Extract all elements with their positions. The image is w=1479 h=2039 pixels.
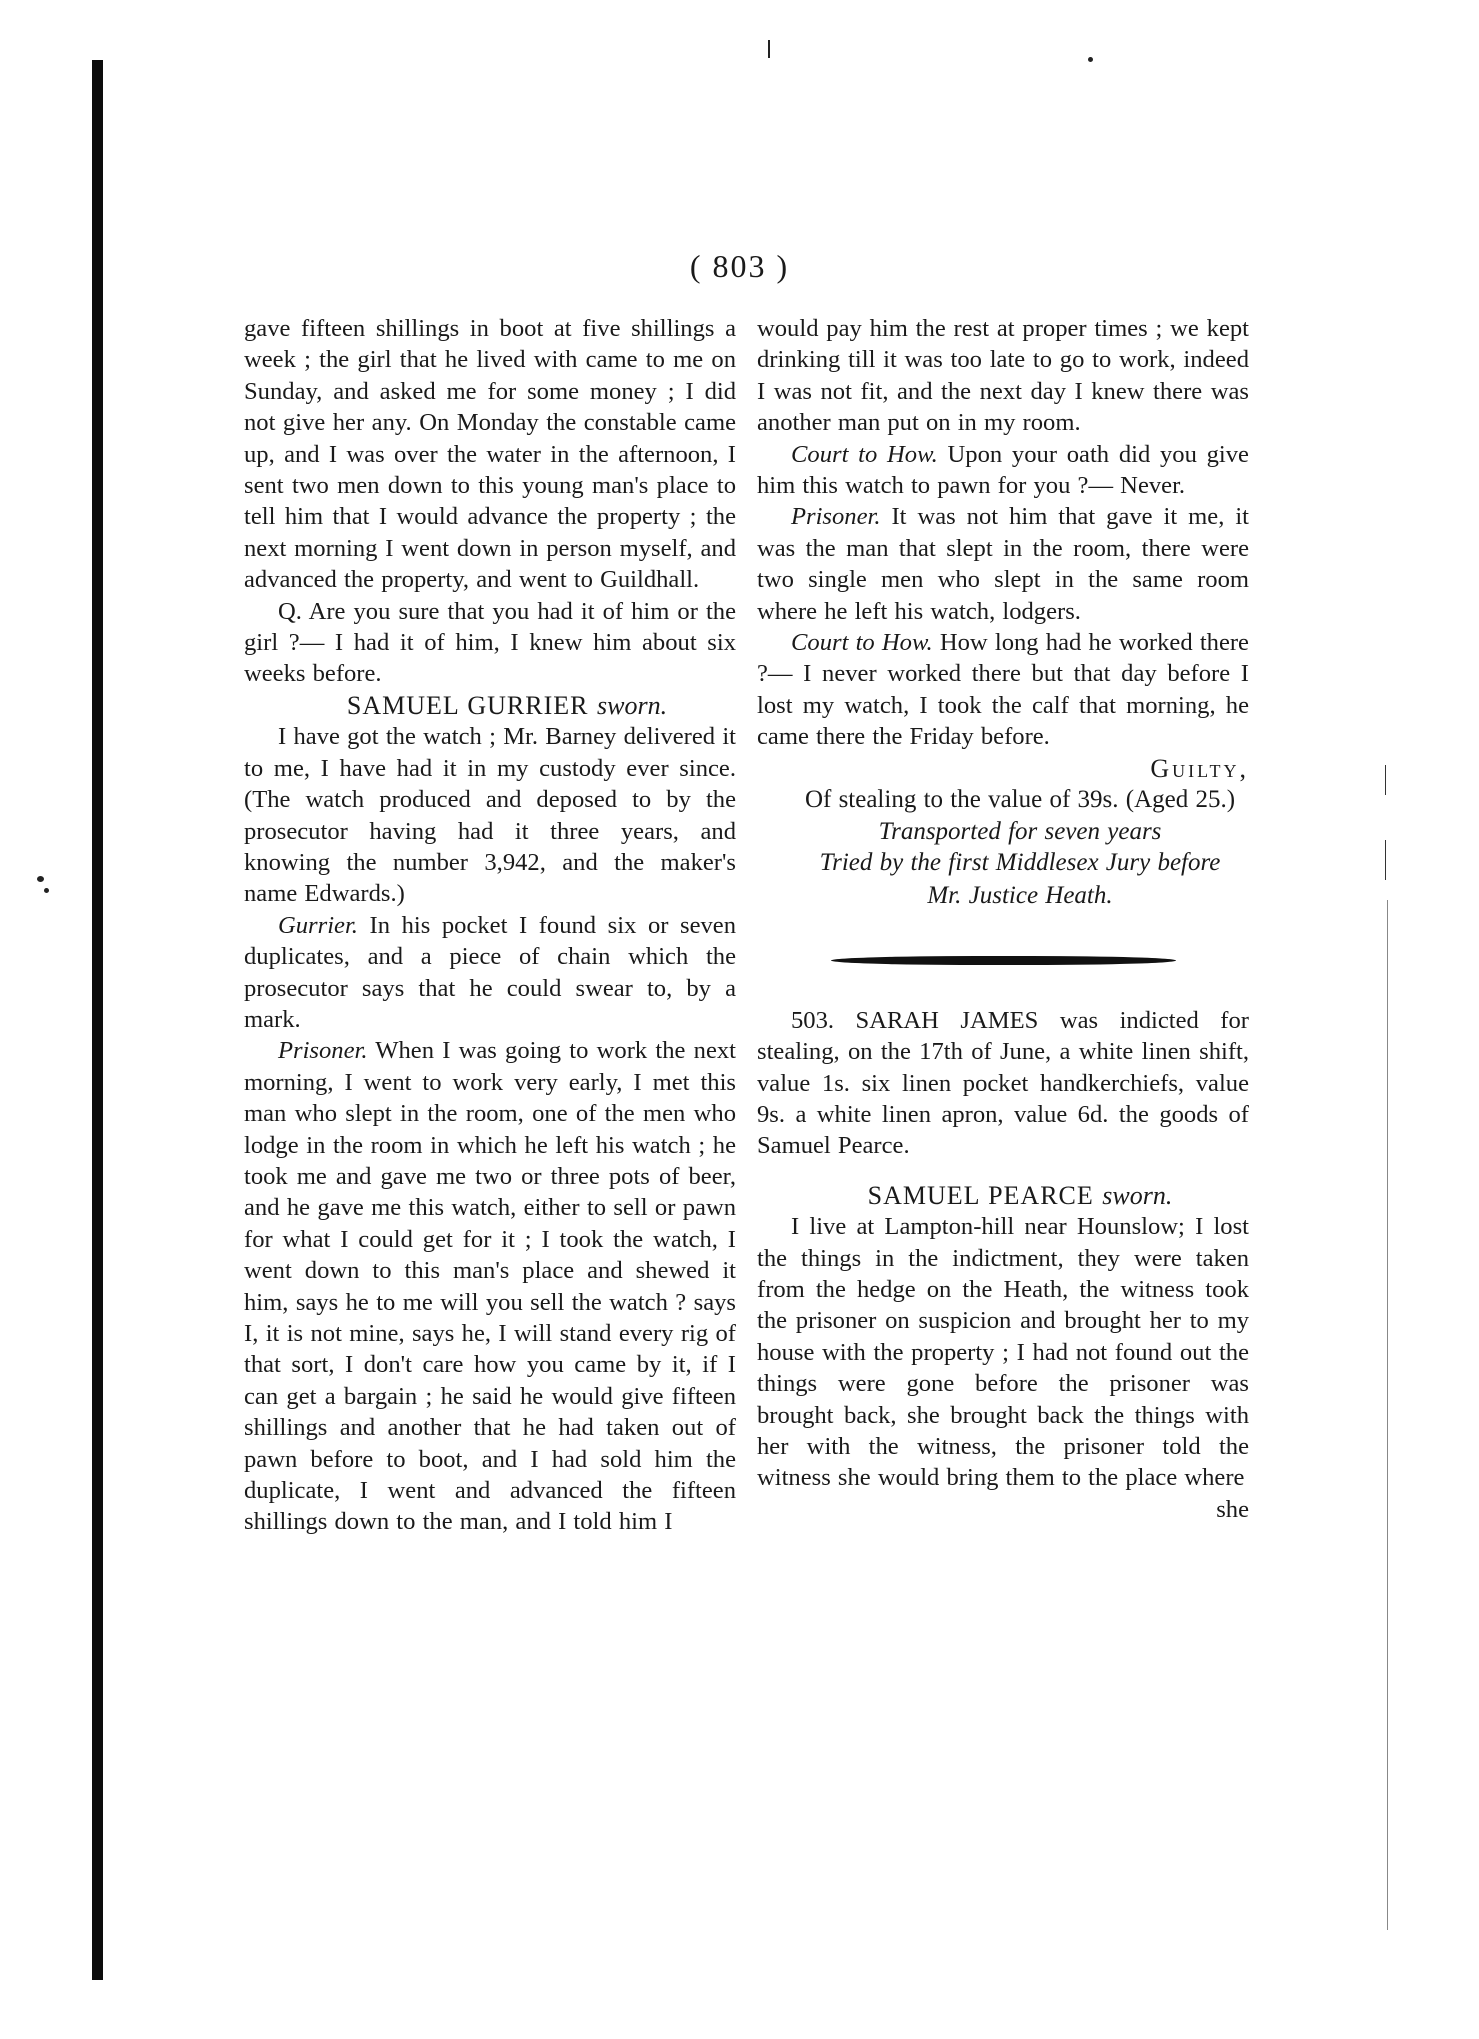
speaker-label: Prisoner. — [791, 503, 881, 531]
ink-speck — [768, 40, 770, 58]
ink-speck — [37, 876, 44, 882]
sentence-line: Mr. Justice Heath. — [927, 882, 1113, 910]
ink-speck — [1088, 57, 1093, 62]
margin-mark — [1387, 900, 1388, 1930]
paragraph-text: Upon your oath did you give him this watch to pawn for you ?— Never. — [757, 440, 1249, 500]
sworn-label: sworn. — [596, 690, 668, 720]
sentence-line: Transported for seven years — [878, 817, 1162, 845]
sworn-label: sworn. — [1102, 1180, 1173, 1210]
left-column — [244, 313, 736, 1538]
margin-mark — [1385, 765, 1386, 795]
paragraph-text: How long had he worked there ?— I never worked there but that day before I lost my watch, I took the calf that morning, he came there the Friday before. — [757, 629, 1249, 751]
catchword: she — [1216, 1495, 1249, 1523]
paragraph — [757, 501, 1249, 627]
ink-speck — [44, 888, 49, 893]
speaker-label: Court to How. — [791, 440, 938, 468]
paragraph: would pay him the rest at proper times ; we kept drinking till it was too late to go to work, indeed I was not fit, and the next day I knew there was another man put on in my room. — [757, 315, 1249, 437]
paragraph — [757, 627, 1249, 753]
paragraph: Q. Are you sure that you had it of him or the girl ?— I had it of him, I knew him about six weeks before. — [244, 597, 736, 688]
margin-mark — [1385, 840, 1386, 880]
page-number: ( 803 ) — [689, 248, 790, 284]
speaker-label: Court to How. — [791, 629, 933, 657]
speaker-label: Gurrier. — [278, 911, 358, 939]
paragraph-text: In his pocket I found six or seven duplicates, and a piece of chain which the prosecutor says that he could swear to, by a mark. — [244, 911, 736, 1033]
paragraph: I have got the watch ; Mr. Barney delivered it to me, I have had it in my custody ever since. (The watch produced and deposed to by the prosecutor having had it three years, and knowing the number 3,942, and the maker's name Edwards.) — [244, 723, 736, 908]
right-column — [757, 313, 1249, 1525]
witness-heading — [757, 1180, 1249, 1211]
sentence-line: Tried by the first Middlesex Jury before — [819, 848, 1221, 876]
binding-edge-shadow — [92, 60, 103, 1980]
paragraph: gave fifteen shillings in boot at five shillings a week ; the girl that he lived with came to me on Sunday, and asked me for some money ; I did not give her any. On Monday the constable came up, and I was over the water in the afternoon, I sent two men down to this young man's place to tell him that I would advance the property ; the next morning I went down in person myself, and advanced the property, and went to Guildhall. — [244, 315, 736, 594]
paragraph-text: When I was going to work the next morning, I went to work very early, I met this man who slept in the room, one of the men who lodge in the room in which he left his watch ; he took me and gave me two or three pots of beer, and he gave me this watch, either to sell or pawn for what I could get for it ; I took the watch, I went down to this man's place and shewed it him, says he to me will you sell the watch ? says I, it is not mine, says he, I will stand every rig of that sort, I don't care how you came by it, if I can get a bargain ; he said he would give fifteen shillings and another that he had taken out of pawn before to boot, and I had sold him the duplicate, I went and advanced the fifteen shillings down to the man, and I told him I — [244, 1037, 736, 1536]
speaker-label: Prisoner. — [278, 1037, 368, 1065]
witness-name: SAMUEL PEARCE — [867, 1180, 1094, 1210]
verdict: Guilty, — [1150, 753, 1249, 783]
witness-heading — [244, 690, 736, 721]
sentence-line: Of stealing to the value of 39s. (Aged 25.) — [804, 786, 1236, 814]
paragraph-text: It was not him that gave it me, it was the man that slept in the room, there were two single men who slept in the same room where he left his watch, lodgers. — [757, 503, 1249, 625]
section-divider — [831, 956, 1176, 965]
witness-name: SAMUEL GURRIER — [346, 690, 589, 720]
paragraph — [244, 1035, 736, 1538]
paragraph — [757, 439, 1249, 502]
paragraph: 503. SARAH JAMES was indicted for stealing, on the 17th of June, a white linen shift, value 1s. six linen pocket handkerchiefs, value 9s. a white linen apron, value 6d. the goods of Samuel Pearce. — [757, 1006, 1249, 1160]
paragraph: I live at Lampton-hill near Hounslow; I lost the things in the indictment, they were taken from the hedge on the Heath, the witness took the prisoner on suspicion and brought her to my house with the property ; I had not found out the things were gone before the prisoner was brought back, she brought back the things with her with the witness, the prisoner told the witness she would bring them to the place where — [757, 1213, 1249, 1492]
paragraph — [244, 910, 736, 1036]
